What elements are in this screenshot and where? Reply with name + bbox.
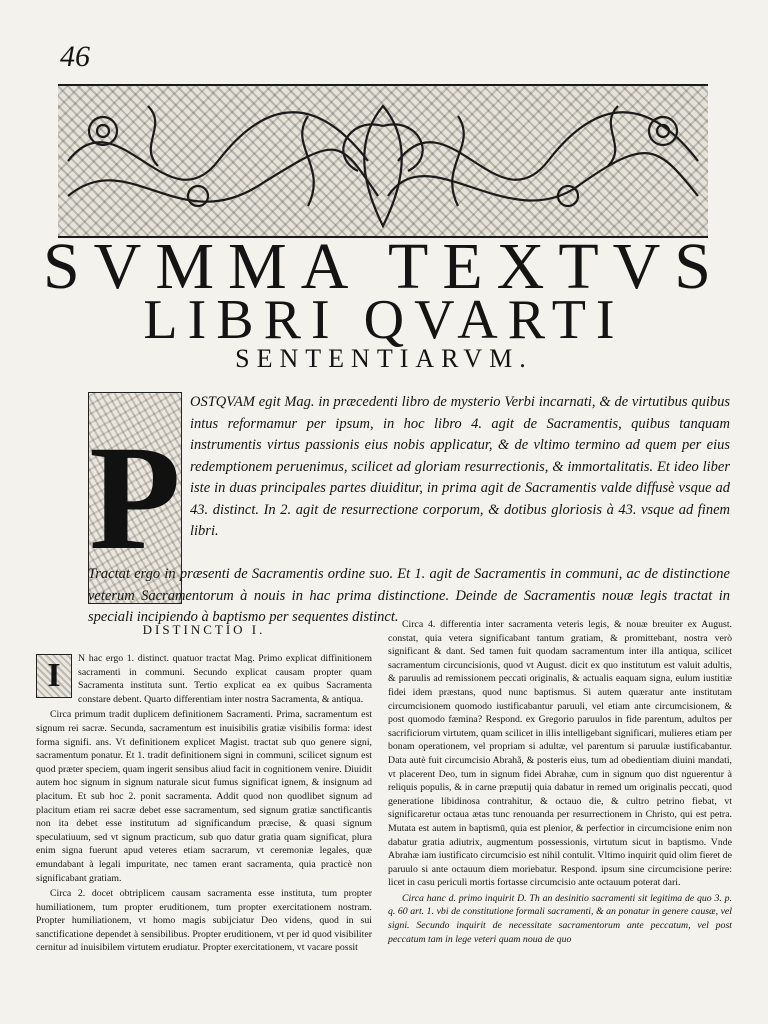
section-drop-cap	[36, 654, 72, 698]
right-column	[388, 618, 732, 948]
sub-title-sententiarum: SENTENTIARVM.	[235, 344, 533, 373]
left-paragraph: Circa 2. docet obtriplicem causam sacramenta esse instituta, tum propter humiliationem, tum propter eruditionem, tum propter exercitationem nostram. Propter humiliationem, vt homo magis subijciatur Deo videns, quod in sui sanctificatione dependet à sensibilibus. Propter eruditionem, vt per id quod visibiliter cernitur ad inuisibilem virtutem erudiatur. Propter exercitationem, vt vacare possit	[36, 888, 372, 954]
intro-paragraph: OSTQVAM egit Mag. in præcedenti libro de mysterio Verbi incarnati, & de virtutibus quibus intus reformamur per ipsum, in hoc libro 4. agit de Sacramentis, quibus tanquam instrumentis virtus passionis eius nobis applicatur, & de vltimo termino ad quem per eius redemptionem peruenimus, scilicet ad gloriam resurrectionis, & immortalitatis. Et ideo liber iste in duas principales partes diuiditur, in prima agit de Sacramentis valde diffusè vsque ad 43. distinct. In 2. agit de resurrectione corporum, & dotibus gloriosis à 43. vsque ad finem libri.	[190, 394, 730, 539]
intro-paragraph-continued: Tractat ergo in præsenti de Sacramentis ordine suo. Et 1. agit de Sacramentis in communi, ac de distinctione veterum Sacramentorum à nouis in hac prima distinctione. Deinde de Sacramentis nouæ legis tractat in speciali incipiendo à baptismo per sequentes distinct.	[88, 566, 730, 625]
headpiece-ornament-icon	[58, 86, 708, 236]
left-column	[36, 618, 372, 957]
page-number: 46	[60, 40, 90, 73]
main-title: SVMMA TEXTVS	[42, 230, 726, 303]
intro-drop-cap-letter: P	[89, 415, 181, 581]
right-paragraph-commentary: Circa hanc d. primo inquirit D. Th an desinitio sacramenti sit legitima de quo 3. p. q. 60 art. 1. vbi de constitutione formali sacramenti, & an ponatur in genere causæ, vel signi. Secundo inquirit de necessitate sacramentorum ante peccatum, vel post peccatum tam in lege veteri quam noua de quo	[388, 892, 732, 945]
sub-title: LIBRI QVARTI	[143, 289, 625, 351]
ornamental-headpiece	[58, 84, 708, 238]
left-paragraph: N hac ergo 1. distinct. quatuor tractat Mag. Primo explicat diffinitionem sacramenti in communi. Secundo explicat causam propter quam Sacramenta instituta sunt. Tertio explicat ea ex quibus Sacramenta constare debent. Quarto differentiam inter nostra Sacramenta, & antiqua.	[78, 653, 372, 705]
left-paragraph: Circa primum tradit duplicem definitionem Sacramenti. Prima, sacramentum est signum rei sacræ. Secunda, sacramentum est inuisibilis gratiæ visibilis forma: idest forma signifi. ans. Vt definitionem explicet Magist. tractat sub quo genere signi, sacramentum ponatur. Et 1. tradit definitionem signi in communi, scilicet signum est quod præter speciem, quam ingerit sensibus aliud facit in cognitionem venire. Diuidit autem hoc signum in signum naturale sicut fumus significat ignem, & insignum ad placitum. Et sub hoc 2. ponit sacramenta. Addit quod non quodlibet signum ad placitum etiam rei sacræ debet esse sacramentum, sed signum gratiæ sanctificantis non ita debet esse institutum ad significandum præcise, & quasi signum speculatiuum, sed vt signum practicum, sub quo datur gratia quam significat, plura enim signa fuerunt apud veteres etiam sacrarum, vt ceremoniæ legales, quæ emundabant à legali impuritate, nec tamen erant sacramenta, quia practicè non significabant gratiam.	[36, 709, 372, 884]
right-paragraph: Circa 4. differentia inter sacramenta veteris legis, & nouæ breuiter ex August. constat, quia vetera significabant tantum gratiam, & promittebant, nostra verò significant & dant. Sed tamen fuit quodam sacramentum inter illa antiqua, scilicet sacramentum circuncisionis, quod vt August. dicit ex quo institutum est valuit adultis, & paruulis ad remissionem peccati originalis, & actualis eaquam signa, eulum iustitiæ fidei idem præstans, quod nunc baptismus. Si autem quæratur ante institutam circumcisionem quomodo iustificabantur paruuli, vel etiam ante circumcisionem, & post quomodo fæmina? Respond. ex Gregorio paruulos in fide parentum, adultos per sacrificiorum virtutem, quam scilicet in illis intelligebant significari, mulieres etiam per bonam operationem, vel propriam si adultæ, vel parentum si paruulæ iustificabantur. Data autè fuit circumcisio Abrahã, & posteris eius, tum ad obedientiam diuini mandati, vt placerent Deo, tum in signum fidei Abrahæ, cum in signum quo dist nguerentur à reliquis populis, & in carne præputij quia dabatur in remed um originalis peccati, quod generatione libidinosa contrahitur, & octauo die, & cultro petrino fiebat, vt significaretur octaua ætas tunc renouanda per resurrectionem in Christo, qui est petra. Mutata est autem in baptismū, quia est plenior, & perfectior in circumcisione enim non dabatur gratia adiutrix, augmentum possessionis, virtutum sicut in baptismo. Vnde Abrahæ iam iustificato circumcisio est nihil contulit. Vltimo inquirit quid olim fieret de paruulo si ante octauum diem moriebatur. Respond. ipsum sine circumcisione perire: licet in casu periculi mortis fortasse circumcisio ante octauum poterat dari.	[388, 619, 732, 889]
section-drop-cap-letter: I	[47, 657, 61, 694]
section-title: DISTINCTIO I.	[142, 622, 266, 637]
